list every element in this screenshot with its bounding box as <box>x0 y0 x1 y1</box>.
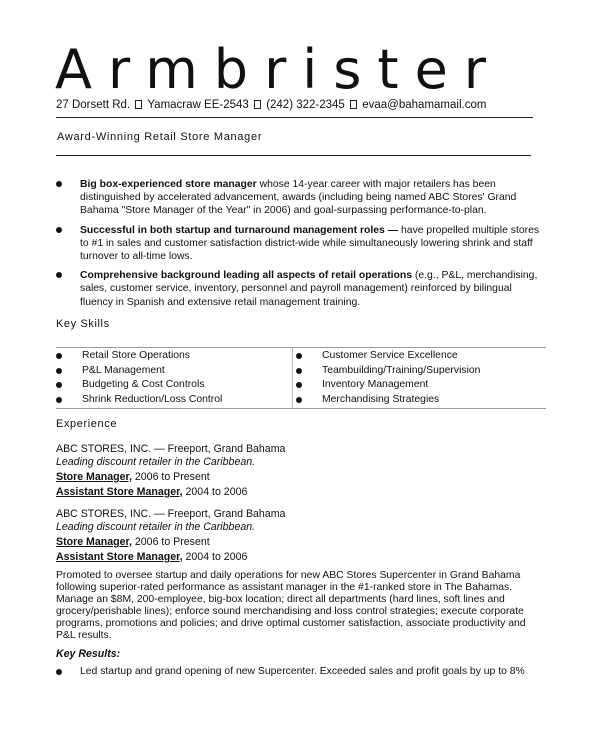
candidate-name: Armbrister <box>55 38 503 101</box>
skill-item <box>56 364 291 379</box>
headline-divider <box>56 155 531 156</box>
separator-box-icon <box>135 100 142 109</box>
skill-label: Customer Service Excellence <box>322 350 458 361</box>
bullet-icon <box>296 368 302 374</box>
skill-item <box>296 364 546 379</box>
summary-item-bold: Successful in both startup and turnaround management roles — <box>80 224 399 236</box>
skill-item <box>296 393 546 408</box>
summary-item <box>56 269 546 309</box>
separator-box-icon <box>350 100 357 109</box>
summary-item-text: have propelled multiple stores to #1 in sales and customer satisfaction district-wide while simultaneously lowering shrink and staff turnover to all-time lows. <box>80 224 540 263</box>
bullet-icon <box>296 353 302 359</box>
bullet-icon <box>56 227 62 233</box>
job-role-line <box>56 471 210 483</box>
job-role-line <box>56 536 210 548</box>
bullet-icon <box>296 382 302 388</box>
result-item <box>56 666 546 677</box>
summary-item-text: (e.g., P&L, merchandising, sales, customer service, inventory, personnel and payroll management) reinforced by bilingual fluency in Spanish and extensive retail management training. <box>80 270 538 308</box>
skill-label: Inventory Management <box>322 379 429 390</box>
job-role-line <box>56 551 247 563</box>
experience-title: Experience <box>56 418 118 430</box>
email: evaa@bahamamail.com <box>362 99 487 111</box>
skill-label: Budgeting & Cost Controls <box>82 379 205 390</box>
job-role: Store Manager, <box>56 471 132 483</box>
job-description: Leading discount retailer in the Caribbean. <box>56 456 256 468</box>
bullet-icon <box>56 353 62 359</box>
separator-box-icon <box>254 100 261 109</box>
skill-label: Shrink Reduction/Loss Control <box>82 393 223 405</box>
summary-item-bold: Big box-experienced store manager <box>80 179 257 190</box>
professional-headline: Award-Winning Retail Store Manager <box>57 131 263 143</box>
skill-item <box>56 349 291 364</box>
skill-label: Teambuilding/Training/Supervision <box>322 364 481 376</box>
job-paragraph: Promoted to oversee startup and daily operations for new ABC Stores Supercenter in Grand Bahama following superior-rated performance as assistant manager in the #1-ranked store in The Bahamas. Manage an $8M, 200-employee, big-box location; direct all departments (hard lines, soft lines and grocery/perishable lines); enforce sound merchandising and loss control strategies; execute corporate programs, promotions and policies; and drive optimal customer satisfaction, associate productivity and P&L results. <box>56 570 526 641</box>
bullet-icon <box>56 272 62 278</box>
job-dates: 2004 to 2006 <box>182 486 248 498</box>
job-role: Assistant Store Manager, <box>56 486 183 498</box>
key-results-label: Key Results: <box>56 648 121 660</box>
summary-item-bold: Comprehensive background leading all aspects of retail operations <box>80 270 413 282</box>
job-dates: 2006 to Present <box>131 471 210 483</box>
bullet-icon <box>56 669 62 675</box>
summary-item <box>56 178 546 218</box>
skill-label: Retail Store Operations <box>82 350 191 361</box>
skills-right-column <box>296 349 546 407</box>
skills-table <box>56 347 546 409</box>
bullet-icon <box>56 368 62 374</box>
summary-list <box>56 178 546 315</box>
job-company: ABC STORES, INC. — Freeport, Grand Bahama <box>56 443 286 455</box>
job-role: Store Manager, <box>56 536 132 548</box>
skill-label: P&L Management <box>82 364 165 376</box>
bullet-icon <box>296 397 302 403</box>
job-role: Assistant Store Manager, <box>56 551 183 563</box>
phone: (242) 322-2345 <box>266 99 345 111</box>
skills-left-column <box>56 349 291 407</box>
header-divider <box>56 117 533 118</box>
summary-item-text: whose 14-year career with major retailers has been distinguished by accelerated advancement, awards (including being named ABC Stores' Grand Bahama "Store Manager of the Year" in 2006) and goal-surpassing performance-to-plan. <box>80 179 517 217</box>
contact-line <box>56 99 486 111</box>
skill-label: Merchandising Strategies <box>322 393 440 405</box>
result-text: Led startup and grand opening of new Supercenter. Exceeded sales and profit goals by up to 8% <box>80 666 525 677</box>
city: Yamacraw EE-2543 <box>147 99 249 111</box>
job-dates: 2004 to 2006 <box>182 551 248 563</box>
job-description: Leading discount retailer in the Caribbean. <box>56 521 256 533</box>
job-company: ABC STORES, INC. — Freeport, Grand Bahama <box>56 508 286 520</box>
skill-item <box>296 349 546 364</box>
skill-item <box>56 393 291 408</box>
job-dates: 2006 to Present <box>131 536 210 548</box>
address: 27 Dorsett Rd. <box>56 99 131 111</box>
skill-item <box>296 378 546 393</box>
bullet-icon <box>56 397 62 403</box>
skills-column-divider <box>292 348 293 408</box>
job-role-line <box>56 486 247 498</box>
bullet-icon <box>56 382 62 388</box>
bullet-icon <box>56 181 62 187</box>
skill-item <box>56 378 291 393</box>
skills-title: Key Skills <box>56 318 110 330</box>
summary-item <box>56 224 546 264</box>
